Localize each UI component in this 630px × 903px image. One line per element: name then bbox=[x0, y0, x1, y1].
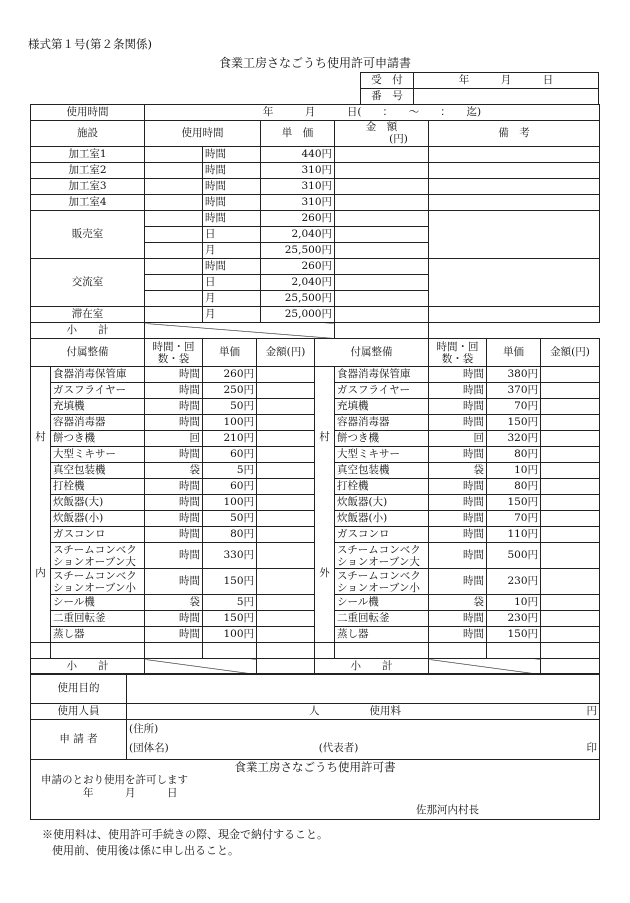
subtotal-slash bbox=[145, 323, 335, 339]
equipment-unit: 時間 bbox=[429, 367, 487, 383]
equipment-unit: 時間 bbox=[145, 479, 203, 495]
equipment-name: シール機 bbox=[51, 595, 145, 611]
header-time: 使用時間 bbox=[145, 121, 261, 147]
equipment-name: 炊飯器(大) bbox=[335, 495, 429, 511]
eq-header-amount-out: 金額(円) bbox=[541, 339, 600, 367]
eq-header-unit-in: 時間・回数・袋 bbox=[145, 339, 203, 367]
equipment-amount[interactable] bbox=[257, 479, 315, 495]
blank-cell[interactable] bbox=[257, 643, 315, 659]
equipment-name: ガスフライヤー bbox=[51, 383, 145, 399]
equipment-price: 10円 bbox=[487, 463, 541, 479]
eq-header-amount-in: 金額(円) bbox=[257, 339, 315, 367]
equipment-name: 打栓機 bbox=[335, 479, 429, 495]
equipment-unit: 回 bbox=[429, 431, 487, 447]
subtotal-blank bbox=[429, 323, 600, 339]
time-input[interactable] bbox=[145, 291, 203, 307]
equipment-name: 大型ミキサー bbox=[335, 447, 429, 463]
equipment-name: 充填機 bbox=[51, 399, 145, 415]
address-label: (住所) bbox=[129, 723, 159, 735]
equipment-amount[interactable] bbox=[257, 543, 315, 569]
blank-cell[interactable] bbox=[145, 643, 203, 659]
outside-label-2: 外 bbox=[319, 566, 330, 579]
eq-subtotal-label-out: 小 計 bbox=[315, 659, 429, 675]
permit-date[interactable]: 年 月 日 bbox=[83, 787, 178, 799]
equipment-amount[interactable] bbox=[257, 415, 315, 431]
eq-subtotal-label-in: 小 計 bbox=[31, 659, 145, 675]
remarks-cell[interactable] bbox=[429, 195, 600, 211]
equipment-name: スチームコンベクションオーブン小 bbox=[51, 569, 145, 595]
blank-cell[interactable] bbox=[541, 643, 600, 659]
usage-time-label: 使用時間 bbox=[31, 105, 145, 121]
inside-label-1: 村 bbox=[35, 430, 46, 443]
purpose-label: 使用目的 bbox=[31, 674, 127, 704]
equipment-name: 炊飯器(小) bbox=[51, 511, 145, 527]
permit-text: 申請のとおり使用を許可します bbox=[41, 774, 188, 786]
equipment-price: 100円 bbox=[203, 415, 257, 431]
equipment-amount[interactable] bbox=[541, 447, 600, 463]
amount-cell[interactable] bbox=[335, 227, 429, 243]
equipment-price: 260円 bbox=[203, 367, 257, 383]
time-input[interactable] bbox=[145, 195, 203, 211]
remarks-cell[interactable] bbox=[429, 147, 600, 163]
equipment-price: 320円 bbox=[487, 431, 541, 447]
blank-cell[interactable] bbox=[51, 643, 145, 659]
equipment-price: 150円 bbox=[203, 569, 257, 595]
rep-label: (代表者) bbox=[318, 742, 359, 754]
amount-cell[interactable] bbox=[335, 307, 429, 323]
equipment-amount[interactable] bbox=[541, 479, 600, 495]
usage-time-field[interactable]: 年 月 日( ： ～ ： 迄) bbox=[145, 105, 600, 121]
time-unit: 時間 bbox=[203, 179, 261, 195]
time-input[interactable] bbox=[145, 211, 203, 227]
time-input[interactable] bbox=[145, 259, 203, 275]
persons-field[interactable]: 人 使用料 円 bbox=[127, 704, 600, 720]
time-unit: 日 bbox=[203, 227, 261, 243]
equipment-amount[interactable] bbox=[257, 527, 315, 543]
equipment-amount[interactable] bbox=[257, 447, 315, 463]
header-remarks: 備 考 bbox=[429, 121, 600, 147]
equipment-name: 炊飯器(大) bbox=[51, 495, 145, 511]
equipment-price: 100円 bbox=[203, 495, 257, 511]
equipment-price: 150円 bbox=[487, 415, 541, 431]
unit-price: 2,040円 bbox=[261, 275, 335, 291]
equipment-unit: 時間 bbox=[429, 527, 487, 543]
equipment-name: ガスコンロ bbox=[51, 527, 145, 543]
group-label: (団体名) bbox=[129, 742, 169, 754]
equipment-price: 150円 bbox=[203, 611, 257, 627]
equipment-price: 500円 bbox=[487, 543, 541, 569]
amount-cell[interactable] bbox=[335, 195, 429, 211]
equipment-name: 真空包装機 bbox=[51, 463, 145, 479]
equipment-price: 5円 bbox=[203, 463, 257, 479]
time-input[interactable] bbox=[145, 179, 203, 195]
form-number: 様式第１号(第２条関係) bbox=[28, 37, 152, 51]
equipment-amount[interactable] bbox=[257, 627, 315, 643]
equipment-name: ガスフライヤー bbox=[335, 383, 429, 399]
equipment-price: 80円 bbox=[487, 447, 541, 463]
equipment-unit: 袋 bbox=[429, 595, 487, 611]
equipment-name: 充填機 bbox=[335, 399, 429, 415]
time-input[interactable] bbox=[145, 307, 203, 323]
outside-label-1: 村 bbox=[319, 430, 330, 443]
equipment-price: 60円 bbox=[203, 479, 257, 495]
amount-cell[interactable] bbox=[335, 211, 429, 227]
equipment-unit: 時間 bbox=[145, 399, 203, 415]
permit-issuer: 佐那河内村長 bbox=[416, 804, 479, 816]
equipment-unit: 時間 bbox=[145, 415, 203, 431]
equipment-amount[interactable] bbox=[541, 399, 600, 415]
equipment-name: スチームコンベクションオーブン大 bbox=[51, 543, 145, 569]
equipment-amount[interactable] bbox=[541, 511, 600, 527]
unit-price: 440円 bbox=[261, 147, 335, 163]
persons-label: 使用人員 bbox=[31, 704, 127, 720]
equipment-unit: 時間 bbox=[429, 399, 487, 415]
seal-label: 印 bbox=[586, 742, 597, 754]
equipment-price: 70円 bbox=[487, 511, 541, 527]
note-2: 使用前、使用後は係に申し出ること。 bbox=[52, 844, 239, 857]
equipment-name: 食器消毒保管庫 bbox=[51, 367, 145, 383]
time-input[interactable] bbox=[145, 227, 203, 243]
time-input[interactable] bbox=[145, 243, 203, 259]
equipment-name: シール機 bbox=[335, 595, 429, 611]
equipment-price: 210円 bbox=[203, 431, 257, 447]
equipment-amount[interactable] bbox=[257, 463, 315, 479]
equipment-amount[interactable] bbox=[257, 595, 315, 611]
subtotal-amount[interactable] bbox=[335, 323, 429, 339]
equipment-unit: 時間 bbox=[429, 479, 487, 495]
equipment-price: 250円 bbox=[203, 383, 257, 399]
equipment-name: 容器消毒器 bbox=[335, 415, 429, 431]
unit-price: 25,000円 bbox=[261, 307, 335, 323]
facility-table bbox=[30, 104, 600, 339]
equipment-price: 330円 bbox=[203, 543, 257, 569]
equipment-price: 370円 bbox=[487, 383, 541, 399]
facility-name: 滞在室 bbox=[31, 307, 145, 323]
fee-label: 使用料 bbox=[369, 705, 401, 717]
amount-cell[interactable] bbox=[335, 243, 429, 259]
number-label: 番 号 bbox=[361, 89, 414, 105]
applicant-table bbox=[30, 673, 600, 820]
outside-village-label bbox=[315, 367, 335, 643]
equipment-unit: 時間 bbox=[145, 543, 203, 569]
facility-name: 加工室3 bbox=[31, 179, 145, 195]
time-unit: 時間 bbox=[203, 163, 261, 179]
equipment-price: 110円 bbox=[487, 527, 541, 543]
equipment-name: スチームコンベクションオーブン小 bbox=[335, 569, 429, 595]
equipment-price: 230円 bbox=[487, 569, 541, 595]
permit-title: 食業工房さなごうち使用許可書 bbox=[234, 760, 396, 774]
equipment-unit: 時間 bbox=[429, 447, 487, 463]
blank-cell[interactable] bbox=[335, 643, 429, 659]
equipment-amount[interactable] bbox=[541, 543, 600, 569]
equipment-price: 150円 bbox=[487, 495, 541, 511]
received-label: 受 付 bbox=[361, 73, 414, 89]
time-unit: 月 bbox=[203, 243, 261, 259]
permit-box bbox=[31, 760, 600, 820]
eq-header-name-out: 付属整備 bbox=[315, 339, 429, 367]
amount-cell[interactable] bbox=[335, 259, 429, 275]
blank-cell[interactable] bbox=[487, 643, 541, 659]
eq-header-unit-out: 時間・回数・袋 bbox=[429, 339, 487, 367]
equipment-unit: 時間 bbox=[145, 447, 203, 463]
time-unit: 月 bbox=[203, 307, 261, 323]
equipment-price: 80円 bbox=[487, 479, 541, 495]
equipment-unit: 時間 bbox=[145, 495, 203, 511]
equipment-name: 容器消毒器 bbox=[51, 415, 145, 431]
equipment-amount[interactable] bbox=[541, 463, 600, 479]
equipment-unit: 時間 bbox=[145, 611, 203, 627]
equipment-name: 蒸し器 bbox=[51, 627, 145, 643]
equipment-amount[interactable] bbox=[257, 611, 315, 627]
equipment-name: 二重回転釜 bbox=[335, 611, 429, 627]
equipment-amount[interactable] bbox=[541, 569, 600, 595]
remarks-cell[interactable] bbox=[429, 179, 600, 195]
equipment-unit: 袋 bbox=[429, 463, 487, 479]
equipment-amount[interactable] bbox=[257, 431, 315, 447]
time-input[interactable] bbox=[145, 147, 203, 163]
equipment-unit: 袋 bbox=[145, 463, 203, 479]
facility-name: 交流室 bbox=[31, 259, 145, 307]
time-unit: 時間 bbox=[203, 211, 261, 227]
equipment-unit: 時間 bbox=[145, 569, 203, 595]
equipment-name: 打栓機 bbox=[51, 479, 145, 495]
facility-name: 加工室4 bbox=[31, 195, 145, 211]
amount-cell[interactable] bbox=[335, 179, 429, 195]
facility-name: 加工室2 bbox=[31, 163, 145, 179]
subtotal-label: 小 計 bbox=[31, 323, 145, 339]
equipment-price: 5円 bbox=[203, 595, 257, 611]
time-input[interactable] bbox=[145, 275, 203, 291]
equipment-unit: 回 bbox=[145, 431, 203, 447]
unit-price: 260円 bbox=[261, 259, 335, 275]
equipment-unit: 袋 bbox=[145, 595, 203, 611]
equipment-amount[interactable] bbox=[541, 495, 600, 511]
unit-price: 25,500円 bbox=[261, 291, 335, 307]
facility-name: 販売室 bbox=[31, 211, 145, 259]
inside-village-label bbox=[31, 367, 51, 643]
equipment-amount[interactable] bbox=[257, 569, 315, 595]
blank-cell[interactable] bbox=[315, 643, 335, 659]
purpose-field[interactable] bbox=[127, 674, 600, 704]
unit-price: 25,500円 bbox=[261, 243, 335, 259]
amount-cell[interactable] bbox=[335, 163, 429, 179]
equipment-amount[interactable] bbox=[257, 511, 315, 527]
equipment-amount[interactable] bbox=[541, 595, 600, 611]
equipment-amount[interactable] bbox=[541, 627, 600, 643]
equipment-price: 150円 bbox=[487, 627, 541, 643]
facility-name: 加工室1 bbox=[31, 147, 145, 163]
amount-cell[interactable] bbox=[335, 275, 429, 291]
equipment-unit: 時間 bbox=[429, 569, 487, 595]
equipment-price: 80円 bbox=[203, 527, 257, 543]
blank-cell[interactable] bbox=[429, 643, 487, 659]
equipment-amount[interactable] bbox=[541, 611, 600, 627]
header-amount: 金 額 (円) bbox=[335, 121, 429, 147]
blank-cell[interactable] bbox=[31, 643, 51, 659]
remarks-cell[interactable] bbox=[429, 211, 600, 259]
equipment-price: 230円 bbox=[487, 611, 541, 627]
unit-price: 310円 bbox=[261, 163, 335, 179]
header-facility: 施設 bbox=[31, 121, 145, 147]
equipment-name: 食器消毒保管庫 bbox=[335, 367, 429, 383]
receipt-table bbox=[360, 72, 599, 105]
remarks-cell[interactable] bbox=[429, 259, 600, 307]
equipment-price: 100円 bbox=[203, 627, 257, 643]
equipment-unit: 時間 bbox=[145, 383, 203, 399]
equipment-amount[interactable] bbox=[541, 527, 600, 543]
equipment-amount[interactable] bbox=[541, 383, 600, 399]
equipment-name: ガスコンロ bbox=[335, 527, 429, 543]
unit-price: 310円 bbox=[261, 195, 335, 211]
equipment-name: 餅つき機 bbox=[51, 431, 145, 447]
page-title: 食業工房さなごうち使用許可申請書 bbox=[218, 56, 411, 70]
equipment-unit: 時間 bbox=[145, 627, 203, 643]
equipment-name: 大型ミキサー bbox=[51, 447, 145, 463]
equipment-name: 二重回転釜 bbox=[51, 611, 145, 627]
remarks-cell[interactable] bbox=[429, 163, 600, 179]
time-unit: 月 bbox=[203, 291, 261, 307]
unit-price: 2,040円 bbox=[261, 227, 335, 243]
equipment-price: 380円 bbox=[487, 367, 541, 383]
equipment-price: 10円 bbox=[487, 595, 541, 611]
equipment-price: 60円 bbox=[203, 447, 257, 463]
equipment-unit: 時間 bbox=[429, 611, 487, 627]
equipment-unit: 時間 bbox=[429, 383, 487, 399]
unit-price: 260円 bbox=[261, 211, 335, 227]
eq-header-name-in: 付属整備 bbox=[31, 339, 145, 367]
applicant-field[interactable] bbox=[127, 720, 600, 760]
unit-price: 310円 bbox=[261, 179, 335, 195]
equipment-unit: 時間 bbox=[429, 511, 487, 527]
equipment-name: 炊飯器(小) bbox=[335, 511, 429, 527]
equipment-price: 50円 bbox=[203, 511, 257, 527]
equipment-table bbox=[30, 338, 600, 675]
equipment-amount[interactable] bbox=[257, 495, 315, 511]
equipment-unit: 時間 bbox=[145, 527, 203, 543]
eq-header-price-in: 単価 bbox=[203, 339, 257, 367]
equipment-price: 50円 bbox=[203, 399, 257, 415]
number-field[interactable] bbox=[414, 89, 599, 105]
time-unit: 時間 bbox=[203, 259, 261, 275]
equipment-amount[interactable] bbox=[257, 383, 315, 399]
equipment-amount[interactable] bbox=[541, 367, 600, 383]
time-unit: 日 bbox=[203, 275, 261, 291]
equipment-name: 蒸し器 bbox=[335, 627, 429, 643]
equipment-unit: 時間 bbox=[429, 627, 487, 643]
equipment-price: 70円 bbox=[487, 399, 541, 415]
equipment-name: 真空包装機 bbox=[335, 463, 429, 479]
time-input[interactable] bbox=[145, 163, 203, 179]
equipment-amount[interactable] bbox=[541, 415, 600, 431]
equipment-unit: 時間 bbox=[145, 367, 203, 383]
blank-cell[interactable] bbox=[203, 643, 257, 659]
equipment-amount[interactable] bbox=[257, 367, 315, 383]
equipment-unit: 時間 bbox=[429, 495, 487, 511]
received-date[interactable]: 年 月 日 bbox=[414, 73, 599, 89]
equipment-name: 餅つき機 bbox=[335, 431, 429, 447]
applicant-label: 申 請 者 bbox=[31, 720, 127, 760]
equipment-amount[interactable] bbox=[257, 399, 315, 415]
inside-label-2: 内 bbox=[35, 566, 46, 579]
amount-cell[interactable] bbox=[335, 291, 429, 307]
equipment-unit: 時間 bbox=[429, 543, 487, 569]
eq-header-price-out: 単価 bbox=[487, 339, 541, 367]
amount-cell[interactable] bbox=[335, 147, 429, 163]
note-1: ※使用料は、使用許可手続きの際、現金で納付すること。 bbox=[42, 828, 328, 841]
equipment-amount[interactable] bbox=[541, 431, 600, 447]
header-unit-price: 単 価 bbox=[261, 121, 335, 147]
equipment-name: スチームコンベクションオーブン大 bbox=[335, 543, 429, 569]
equipment-unit: 時間 bbox=[145, 511, 203, 527]
equipment-unit: 時間 bbox=[429, 415, 487, 431]
time-unit: 時間 bbox=[203, 147, 261, 163]
remarks-cell[interactable] bbox=[429, 307, 600, 323]
time-unit: 時間 bbox=[203, 195, 261, 211]
